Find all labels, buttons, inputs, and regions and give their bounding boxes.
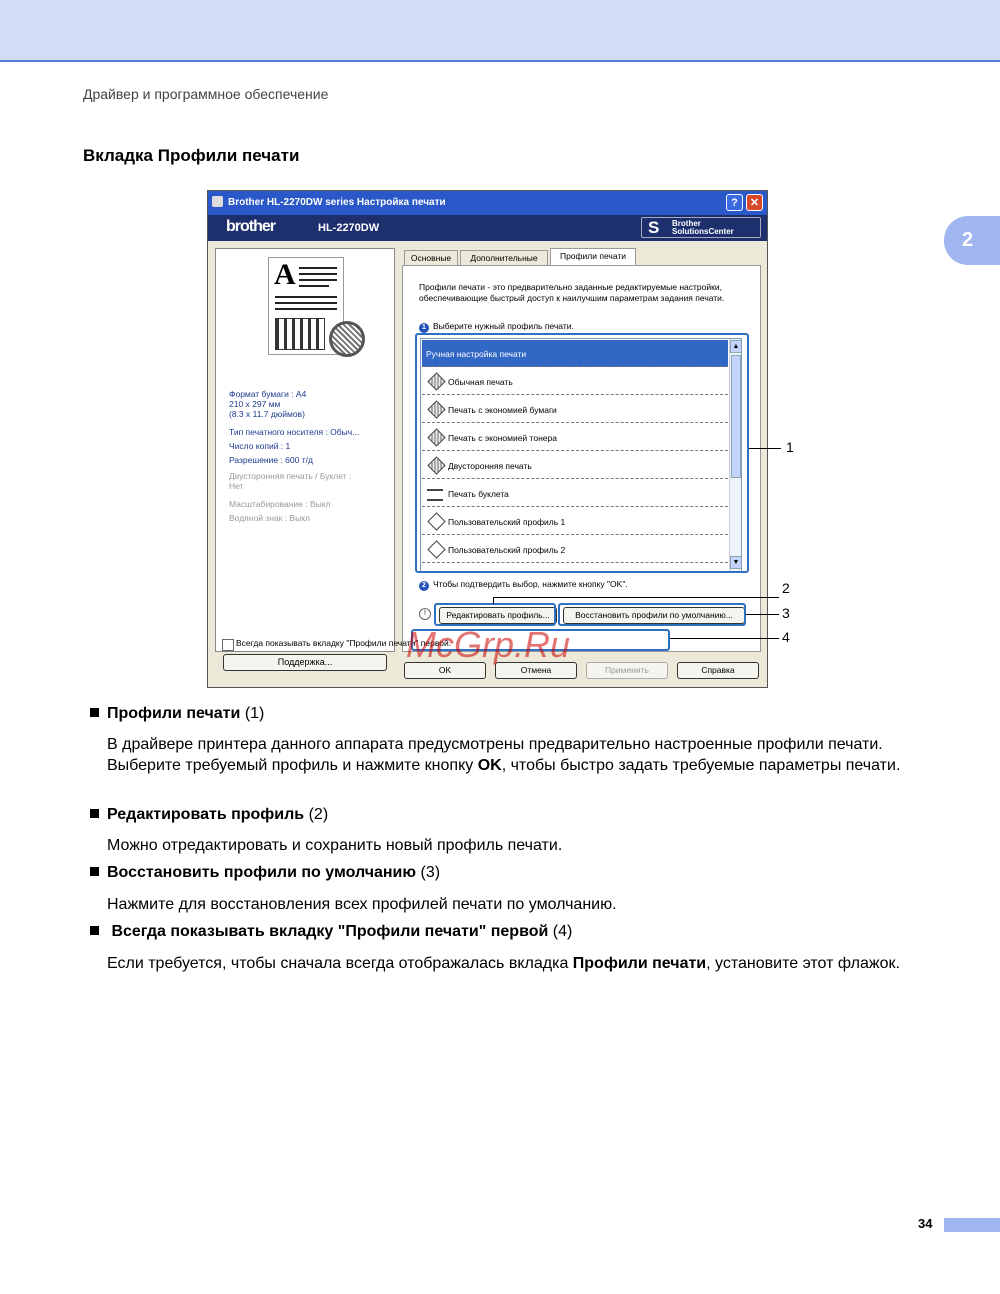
para-text: Если требуется, чтобы сначала всегда отображалась вкладка	[107, 955, 573, 972]
preview-letter: A	[274, 258, 296, 291]
bullet-edit	[90, 806, 328, 824]
solutions-s-icon: S	[648, 218, 660, 237]
cancel-button[interactable]: Отмена	[495, 662, 577, 679]
bullet-square-icon	[90, 867, 99, 876]
solutions-line1: Brother	[672, 219, 701, 228]
top-band	[0, 0, 1000, 60]
para-restore: Нажмите для восстановления всех профилей печати по умолчанию.	[107, 896, 617, 913]
bullet-profiles	[90, 705, 264, 723]
help-title-button[interactable]: ?	[726, 194, 743, 211]
tab-advanced[interactable]: Дополнительные	[460, 250, 548, 265]
section-title: Вкладка Профили печати	[83, 146, 300, 165]
brother-logo: brother	[226, 218, 275, 235]
page-number: 34	[918, 1216, 933, 1231]
profile-label: Двусторонняя печать	[448, 461, 532, 471]
edit-profile-button[interactable]: Редактировать профиль...	[439, 607, 557, 624]
watermark: McGrp.Ru	[406, 624, 571, 665]
step2-number-icon: 2	[419, 581, 429, 591]
dialog-titlebar	[208, 191, 767, 215]
para-edit: Можно отредактировать и сохранить новый профиль печати.	[107, 837, 563, 854]
para-profiles	[107, 734, 937, 776]
profile-label: Печать с экономией тонера	[448, 433, 557, 443]
callout-3: 3	[782, 605, 790, 621]
info-paper-mm: 210 x 297 мм	[229, 399, 281, 409]
info-paper-inch: (8.3 x 11.7 дюймов)	[229, 409, 305, 419]
bullet-title: Восстановить профили по умолчанию	[107, 864, 417, 881]
support-button[interactable]: Поддержка...	[223, 654, 387, 671]
help-button[interactable]: Справка	[677, 662, 759, 679]
info-watermark: Водяной знак : Выкл	[229, 513, 310, 523]
scroll-up-icon[interactable]: ▲	[730, 340, 742, 353]
profiles-description: Профили печати - это предварительно заданные редактируемые настройки, обеспечивающие быстрый доступ к наилучшим параметрам задания печати.	[419, 282, 725, 303]
para-bold: Профили печати	[572, 955, 707, 972]
bullet-num: (4)	[552, 923, 573, 940]
step1	[419, 321, 574, 333]
profile-label: Пользовательский профиль 1	[448, 517, 566, 527]
info-icon: !	[419, 608, 431, 620]
info-paper-size: Формат бумаги : A4	[229, 389, 307, 399]
callout-4: 4	[782, 629, 790, 645]
profile-label: Пользовательский профиль 2	[448, 545, 566, 555]
profile-label: Ручная настройка печати	[426, 349, 527, 359]
settings-summary-panel	[215, 248, 395, 652]
ok-button[interactable]: OK	[404, 662, 486, 679]
tab-print-profiles[interactable]: Профили печати	[550, 248, 636, 266]
top-rule	[0, 60, 1000, 62]
brand-bar	[208, 215, 767, 241]
bullet-num: (2)	[308, 806, 329, 823]
para-text: , установите этот флажок.	[706, 955, 900, 972]
highlight-edit	[434, 603, 556, 626]
highlight-restore	[558, 603, 746, 626]
bullet-square-icon	[90, 926, 99, 935]
scroll-down-icon[interactable]: ▼	[730, 556, 742, 569]
magnifier-icon	[329, 321, 365, 357]
dialog-title: Brother HL-2270DW series Настройка печати	[228, 197, 446, 208]
restore-defaults-button[interactable]: Восстановить профили по умолчанию...	[563, 607, 745, 624]
profile-label: Печать буклета	[448, 489, 509, 499]
chapter-tab: 2	[944, 216, 1000, 265]
profile-label: Печать с экономией бумаги	[448, 405, 557, 415]
bullet-title: Всегда показывать вкладку "Профили печати" первой	[111, 923, 549, 940]
info-media-type: Тип печатного носителя : Обыч...	[229, 427, 360, 437]
solutions-line2: SolutionsCenter	[672, 227, 734, 236]
info-duplex: Двусторонняя печать / Буклет :	[229, 471, 352, 481]
profile-label: Обычная печать	[448, 377, 513, 387]
step2	[419, 579, 628, 591]
para-always-show	[107, 953, 937, 974]
callout-line-2	[493, 597, 779, 598]
bullet-square-icon	[90, 809, 99, 818]
callout-1: 1	[786, 439, 794, 455]
bullet-title: Редактировать профиль	[107, 806, 305, 823]
preview-chart	[275, 318, 325, 350]
callout-line-1	[749, 448, 781, 449]
para-text: В драйвере принтера данного аппарата предусмотрены предварительно настроенные профили печати. Выберите требуемый профиль и нажмите кнопку	[107, 736, 883, 774]
bullet-square-icon	[90, 708, 99, 717]
always-show-checkbox[interactable]	[222, 639, 234, 651]
close-button[interactable]: ✕	[746, 194, 763, 211]
callout-line-3	[746, 614, 779, 615]
para-text: , чтобы быстро задать требуемые параметры печати.	[501, 757, 901, 774]
info-resolution: Разрешение : 600 т/д	[229, 455, 313, 465]
callout-2: 2	[782, 580, 790, 596]
info-duplex-value: Нет	[229, 481, 244, 491]
solutions-label	[672, 220, 734, 236]
bullet-always-show	[90, 923, 572, 941]
info-copies: Число копий : 1	[229, 441, 291, 451]
bullet-num: (1)	[244, 705, 265, 722]
callout-line-2-stem	[493, 597, 494, 604]
bullet-num: (3)	[420, 864, 441, 881]
highlight-profiles	[415, 333, 749, 573]
page-number-bar	[944, 1218, 1000, 1232]
bullet-restore	[90, 864, 440, 882]
callout-line-4	[670, 638, 779, 639]
always-show-label: Всегда показывать вкладку "Профили печати" первой.	[236, 638, 452, 648]
page-preview-icon	[268, 257, 344, 355]
info-scaling: Масштабирование : Выкл	[229, 499, 331, 509]
para-bold: OK	[477, 757, 502, 774]
step1-number-icon: 1	[419, 323, 429, 333]
model-name: HL-2270DW	[318, 222, 380, 234]
running-header: Драйвер и программное обеспечение	[83, 86, 329, 102]
tab-basic[interactable]: Основные	[404, 250, 458, 265]
apply-button[interactable]: Применить	[586, 662, 668, 679]
printer-icon	[212, 196, 223, 207]
bullet-title: Профили печати	[107, 705, 241, 722]
step1-text: Выберите нужный профиль печати.	[433, 321, 574, 331]
step2-text: Чтобы подтвердить выбор, нажмите кнопку "OK".	[433, 579, 628, 589]
solutions-center-button[interactable]	[641, 217, 761, 238]
